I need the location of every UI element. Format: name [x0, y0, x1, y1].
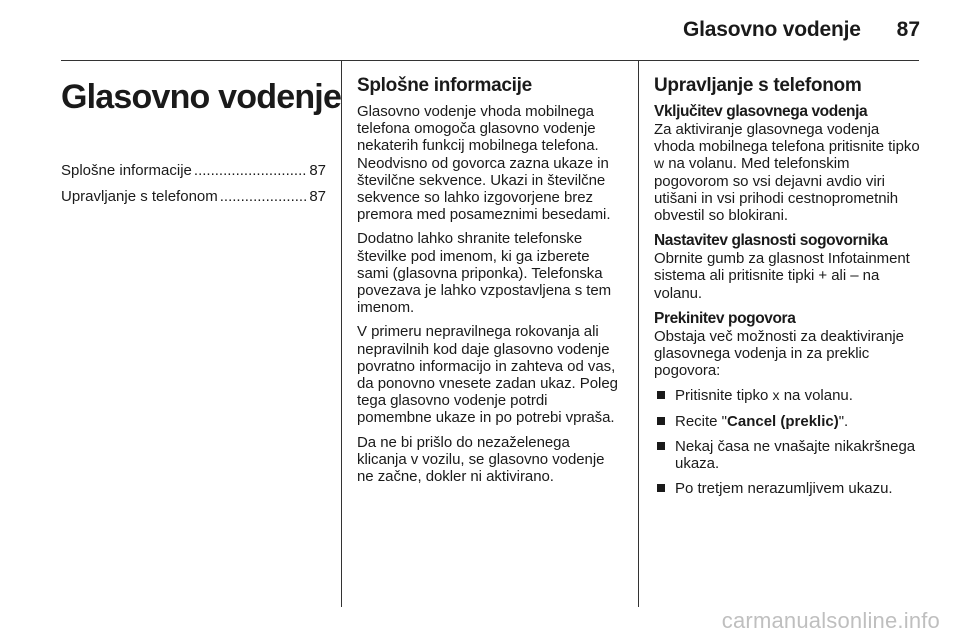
- list-item: [654, 480, 921, 497]
- text-run: ".: [838, 412, 849, 430]
- voice-command: Cancel (preklic): [727, 412, 839, 430]
- list-item: [654, 387, 921, 404]
- text-run: Za aktiviranje glasovnega vodenja vhoda mobilnega telefona pritisnite tipko: [654, 121, 920, 156]
- voice-button-icon: w: [654, 155, 665, 172]
- section-heading: Upravljanje s telefonom: [654, 75, 862, 96]
- toc-entry[interactable]: [61, 161, 326, 181]
- bullet-icon: [657, 442, 665, 450]
- body-paragraph: Da ne bi prišlo do nezaželenega klicanja v vozilu, se glasovno vodenje ne začne, dokler ni aktivirano.: [357, 433, 605, 486]
- page-number: 87: [896, 18, 920, 41]
- body-paragraph: [654, 121, 921, 224]
- body-paragraph: Dodatno lahko shranite telefonske številke pod imenom, ki ga izberete sami (glasovna priponka). Telefonska povezava je lahko vzpostavljena s tem imenom.: [357, 230, 612, 317]
- hangup-button-icon: x: [772, 387, 780, 404]
- toc-entry-label: Splošne informacije: [61, 162, 192, 179]
- bullet-list: [654, 387, 921, 497]
- body-paragraph: Glasovno vodenje vhoda mobilnega telefona omogoča glasovno vodenje nekaterih funkcij mobilnega telefona. Neodvisno od govorca zazna ukaze in številčne sekvence. Ukazi in številčne sekvence so lahko izgovorjene brez premora med posameznimi besedami.: [357, 103, 611, 224]
- watermark: carmanualsonline.info: [721, 608, 940, 633]
- section-heading: Splošne informacije: [357, 75, 532, 96]
- toc-entry[interactable]: [61, 187, 326, 207]
- text-run: Po tretjem nerazumljivem ukazu.: [675, 480, 893, 498]
- text-run: Pritisnite tipko: [675, 387, 769, 405]
- chapter-title: Glasovno vodenje: [61, 78, 342, 116]
- toc-leader-dots: [220, 187, 308, 207]
- bullet-icon: [657, 484, 665, 492]
- subsection-heading: Nastavitev glasnosti sogovornika: [654, 232, 888, 250]
- body-paragraph: V primeru nepravilnega rokovanja ali nepravilnih kod daje glasovno vodenje povratno informacijo in zahteva od vas, da ponovno vnesete zadan ukaz. Poleg tega glasovno vodenje potrdi pomembne ukaze in po potrebi vpraša.: [357, 323, 618, 427]
- toc-entry-page: 87: [309, 162, 326, 179]
- text-run: Nekaj časa ne vnašajte nikakršnega ukaza.: [675, 437, 916, 473]
- general-info-column: [357, 66, 623, 492]
- toc-leader-dots: [194, 161, 307, 181]
- column-divider: [638, 61, 639, 607]
- list-item: [654, 438, 921, 472]
- subsection-heading: Prekinitev pogovora: [654, 309, 796, 327]
- bullet-icon: [657, 417, 665, 425]
- list-item: [654, 413, 921, 430]
- bullet-icon: [657, 391, 665, 399]
- text-run: na volanu. Med telefonskim pogovorom so vsi dejavni avdio viri utišani in vsi prihodi cestnoprometnih obvestil so blokirani.: [654, 155, 899, 225]
- running-header-title: Glasovno vodenje: [683, 18, 861, 41]
- body-paragraph: Obstaja več možnosti za deaktiviranje glasovnega vodenja in za preklic pogovora:: [654, 327, 904, 380]
- header-rule: [61, 60, 919, 61]
- text-run: Recite ": [675, 412, 728, 430]
- toc-entry-page: 87: [309, 188, 326, 205]
- toc-column: [61, 66, 342, 213]
- text-run: na volanu.: [783, 387, 853, 405]
- subsection-heading: Vključitev glasovnega vodenja: [654, 103, 868, 120]
- toc-entry-label: Upravljanje s telefonom: [61, 188, 218, 205]
- column-divider: [341, 61, 342, 607]
- phone-operation-column: [654, 66, 921, 505]
- body-paragraph: Obrnite gumb za glasnost Infotainment sistema ali pritisnite tipki + ali – na volanu.: [654, 250, 910, 302]
